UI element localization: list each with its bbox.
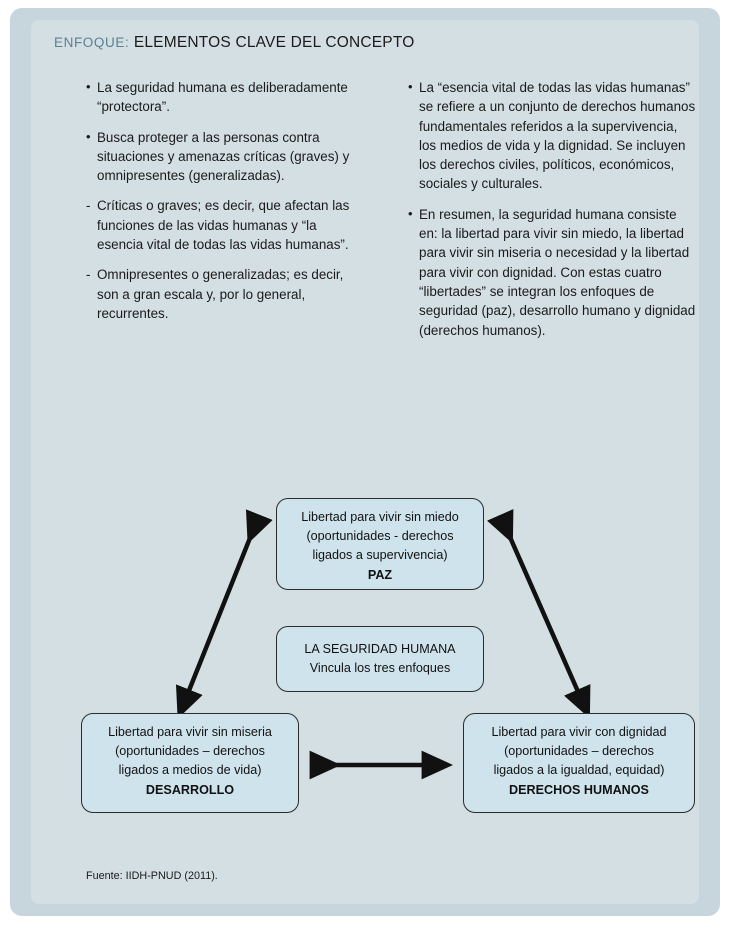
diagram-node-development	[81, 713, 299, 813]
node-peace-label: PAZ	[367, 567, 393, 582]
node-rights-label: DERECHOS HUMANOS	[509, 782, 649, 797]
node-development-line2: (oportunidades – derechos	[115, 743, 265, 758]
node-rights-line2: (oportunidades – derechos	[504, 743, 654, 758]
node-center-line2: Vincula los tres enfoques	[309, 660, 451, 675]
list-item: • Busca proteger a las personas contra situaciones y amenazas críticas (graves) y omnipresentes (generalizadas).	[86, 128, 356, 186]
diagram-node-peace	[276, 498, 484, 590]
outer-panel	[10, 8, 720, 916]
list-item: • La seguridad humana es deliberadamente “protectora”.	[86, 78, 356, 117]
diagram-node-center	[276, 626, 484, 692]
source-note: Fuente: IIDH-PNUD (2011).	[86, 870, 218, 882]
node-development-line1: Libertad para vivir sin miseria	[108, 725, 272, 739]
node-rights-line3: ligados a la igualdad, equidad)	[493, 762, 665, 777]
diagram-node-rights	[463, 713, 695, 813]
list-item: - Críticas o graves; es decir, que afectan las funciones de las vidas humanas y “la esencia vital de todas las vidas humanas”.	[86, 196, 356, 254]
page-title	[54, 34, 674, 52]
concept-diagram	[31, 463, 699, 863]
list-item: • En resumen, la seguridad humana consiste en: la libertad para vivir sin miedo, la libertad para vivir sin miseria o necesidad y la libertad para vivir con dignidad. Con estas cuatro “libertades” se integran los enfoques de seguridad (paz), desarrollo humano y dignidad (derechos humanos).	[408, 205, 696, 340]
node-peace-line3: ligados a supervivencia)	[312, 547, 448, 562]
list-item: - Omnipresentes o generalizadas; es decir, son a gran escala y, por lo general, recurrentes.	[86, 265, 356, 323]
right-text-column	[408, 78, 696, 351]
list-item: • La “esencia vital de todas las vidas humanas” se refiere a un conjunto de derechos humanos fundamentales referidos a la supervivencia, los medios de vida y la dignidad. Se incluyen los derechos civiles, políticos, económicos, sociales y culturales.	[408, 78, 696, 194]
left-text-column	[86, 78, 356, 334]
header-title: ELEMENTOS CLAVE DEL CONCEPTO	[133, 34, 415, 51]
header-kicker: ENFOQUE:	[54, 35, 130, 50]
node-rights-line1: Libertad para vivir con dignidad	[491, 725, 667, 739]
node-peace-line2: (oportunidades - derechos	[306, 528, 454, 543]
arrow-peace-development	[184, 528, 254, 703]
node-development-line3: ligados a medios de vida)	[118, 762, 262, 777]
node-peace-line1: Libertad para vivir sin miedo	[301, 510, 459, 524]
arrow-peace-rights	[506, 528, 583, 703]
node-center-line1: LA SEGURIDAD HUMANA	[304, 642, 456, 656]
node-development-label: DESARROLLO	[145, 782, 235, 797]
